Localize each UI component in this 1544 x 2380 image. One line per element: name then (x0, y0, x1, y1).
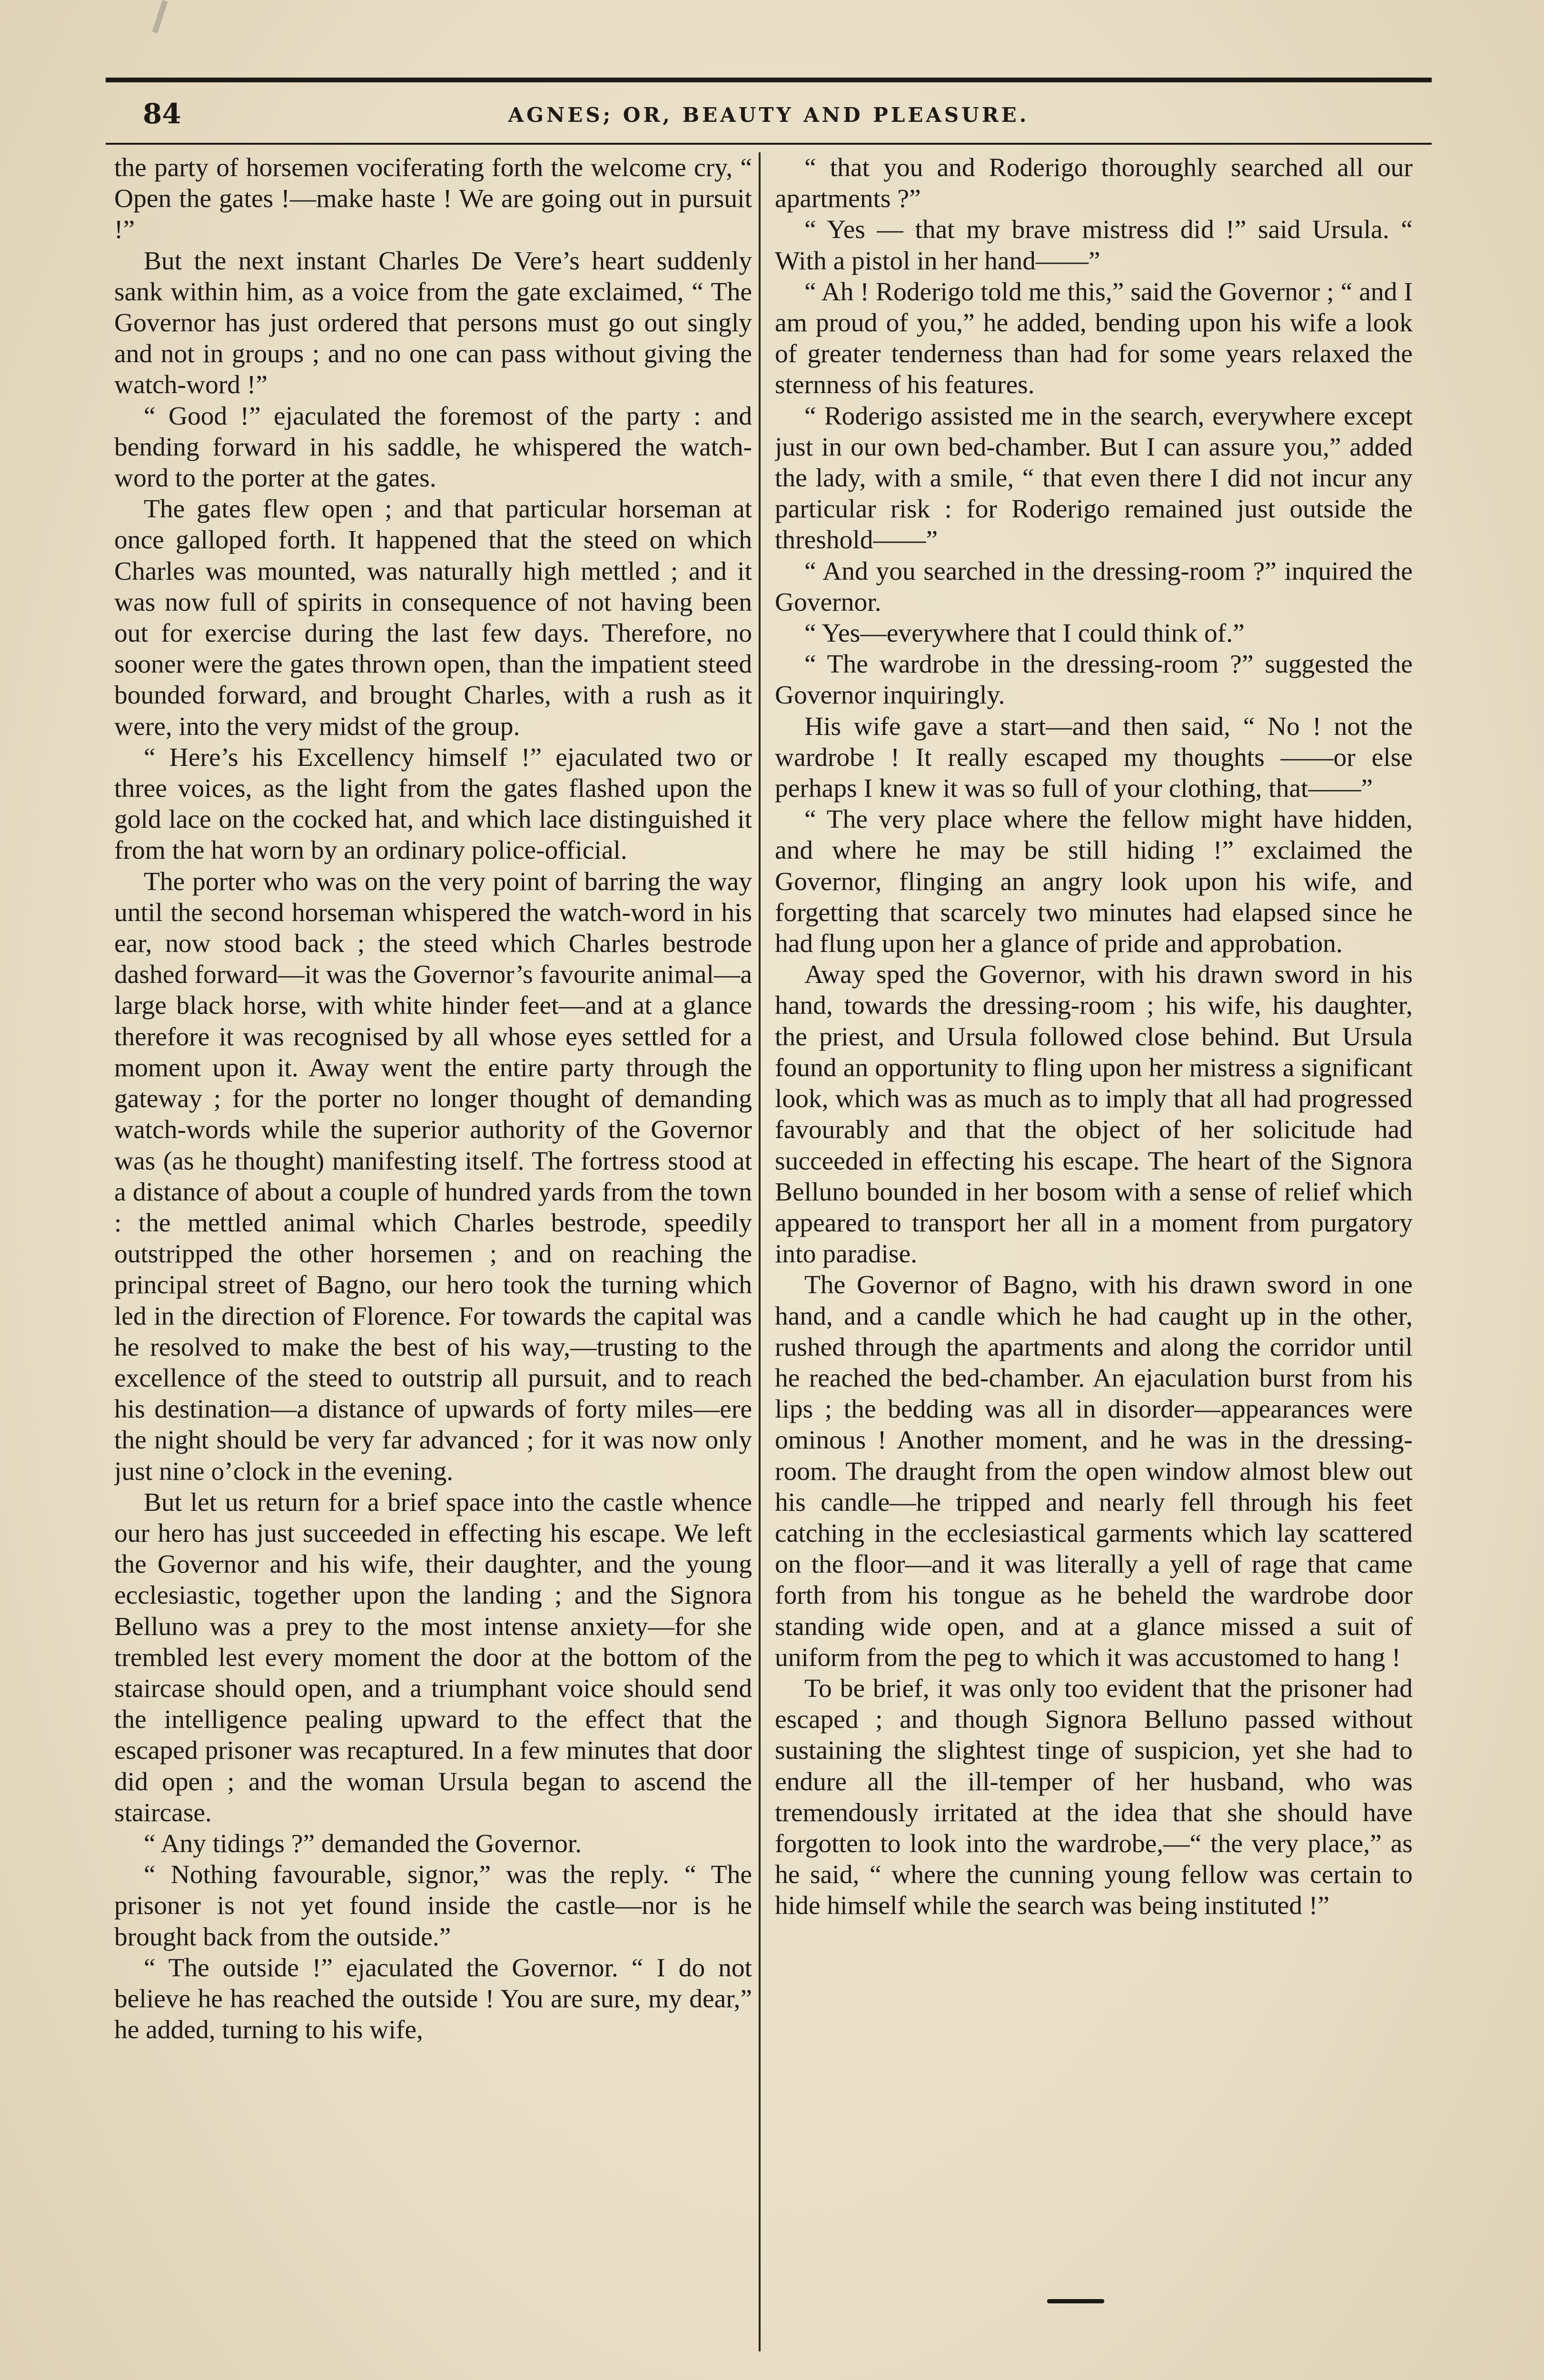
paragraph: But let us return for a brief space into the castle whence our hero has just succeeded in effecting his escape. We left the Governor and his wife, their daughter, and the young ecclesiastic, together upon the landing ; and the Signora Belluno was a prey to the most intense anxiety—for she trembled lest every moment the door at the bottom of the staircase should open, and a triumphant voice should send the intelligence pealing upward to the effect that the escaped prisoner was recaptured. In a few minutes that door did open ; and the woman Ursula began to ascend the staircase. (114, 1488, 752, 1827)
page-number: 84 (143, 98, 181, 130)
paragraph: “ Yes — that my brave mistress did !” said Ursula. “ With a pistol in her hand——” (775, 215, 1413, 276)
paragraph: The Governor of Bagno, with his drawn sword in one hand, and a candle which he had caught up in the other, rushed through the apartments and along the corridor until he reached the bed-chamber. An ejaculation burst from his lips ; the bedding was all in disorder—appearances were ominous ! Another moment, and he was in the dressing-room. The draught from the open window almost blew out his candle—he tripped and nearly fell through his feet catching in the ecclesiastical garments which lay scattered on the floor—and it was literally a yell of rage that came forth from his tongue as he beheld the wardrobe door standing wide open, and at a glance missed a suit of uniform from the peg to which it was accustomed to hang ! (775, 1270, 1413, 1672)
paragraph: But the next instant Charles De Vere’s heart suddenly sank within him, as a voice from the gate exclaimed, “ The Governor has just ordered that persons must go out singly and not in groups ; and no one can pass without giving the watch-word !” (114, 246, 752, 400)
column-divider (759, 152, 761, 2351)
paragraph: “ Any tidings ?” demanded the Governor. (144, 1829, 582, 1858)
paragraph: the party of horsemen vociferating forth the welcome cry, “ Open the gates !—make haste ! We are going out in pursuit !” (114, 153, 752, 245)
paragraph: “ The outside !” ejaculated the Governor. “ I do not believe he has reached the outside ! You are sure, my dear,” he added, turning to his wife, (114, 1953, 752, 2045)
running-title: AGNES; OR, BEAUTY AND PLEASURE. (508, 103, 1029, 127)
section-end-mark (1047, 2299, 1104, 2303)
paragraph: “ that you and Roderigo thoroughly searched all our apartments ?” (775, 153, 1413, 214)
paragraph: His wife gave a start—and then said, “ No ! not the wardrobe ! It really escaped my thoughts ——or else perhaps I knew it was so full of your clothing, that——” (775, 712, 1413, 803)
paragraph: “ The very place where the fellow might have hidden, and where he may be still hiding !” exclaimed the Governor, flinging an angry look upon his wife, and forgetting that scarcely two minutes had elapsed since he had flung upon her a glance of pride and approbation. (775, 805, 1413, 959)
page-header (106, 98, 1432, 131)
paragraph: “ Good !” ejaculated the foremost of the party : and bending forward in his saddle, he whispered the watch-word to the porter at the gates. (114, 401, 752, 493)
paragraph: To be brief, it was only too evident that the prisoner had escaped ; and though Signora Belluno passed without sustaining the slightest tinge of suspicion, yet she had to endure all the ill-temper of her husband, who was tremendously irritated at the idea that she should have forgotten to look into the wardrobe,—“ the very place,” as he said, “ where the cunning young fellow was certain to hide himself while the search was being instituted !” (775, 1674, 1413, 1921)
paragraph: “ The wardrobe in the dressing-room ?” suggested the Governor inquiringly. (775, 650, 1413, 710)
paragraph: “ Yes—everywhere that I could think of.” (804, 619, 1245, 648)
left-column (114, 152, 752, 2351)
paragraph: The gates flew open ; and that particular horseman at once galloped forth. It happened that the steed on which Charles was mounted, was naturally high mettled ; and it was now full of spirits in consequence of not having been out for exercise during the last few days. Therefore, no sooner were the gates thrown open, than the impatient steed bounded forward, and brought Charles, with a rush as it were, into the very midst of the group. (114, 495, 752, 741)
paragraph: “ Ah ! Roderigo told me this,” said the Governor ; “ and I am proud of you,” he added, bending upon his wife a look of greater tenderness than had for some years relaxed the sternness of his features. (775, 277, 1413, 400)
paragraph: “ Here’s his Excellency himself !” ejaculated two or three voices, as the light from the gates flashed upon the gold lace on the cocked hat, and which lace distinguished it from the hat worn by an ordinary police-official. (114, 743, 752, 865)
paragraph: Away sped the Governor, with his drawn sword in his hand, towards the dressing-room ; his wife, his daughter, the priest, and Ursula followed close behind. But Ursula found an opportunity to fling upon her mistress a significant look, which was as much as to imply that all had progressed favourably and that the object of her solicitude had succeeded in effecting his escape. The heart of the Signora Belluno bounded in her bosom with a sense of relief which appeared to transport her all in a moment from purgatory into paradise. (775, 960, 1413, 1269)
paragraph: “ Nothing favourable, signor,” was the reply. “ The prisoner is not yet found inside the castle—nor is he brought back from the outside.” (114, 1860, 752, 1952)
header-rule (106, 143, 1432, 145)
top-rule (106, 78, 1432, 82)
right-column (775, 152, 1413, 2351)
ink-smudge (152, 0, 168, 33)
paragraph: The porter who was on the very point of barring the way until the second horseman whispered the watch-word in his ear, now stood back ; the steed which Charles bestrode dashed forward—it was the Governor’s favourite animal—a large black horse, with white hinder feet—and at a glance therefore it was recognised by all whose eyes settled for a moment upon it. Away went the entire party through the gateway ; for the porter no longer thought of demanding watch-words while the superior authority of the Governor was (as he thought) manifesting itself. The fortress stood at a distance of about a couple of hundred yards from the town : the mettled animal which Charles bestrode, speedily outstripped the other horsemen ; and on reaching the principal street of Bagno, our hero took the turning which led in the direction of Florence. For towards the capital was he resolved to make the best of his way,—trusting to the excellence of the steed to outstrip all pursuit, and to reach his destination—a distance of upwards of forty miles—ere the night should be very far advanced ; for it was now only just nine o’clock in the evening. (114, 867, 752, 1486)
paragraph: “ Roderigo assisted me in the search, everywhere except just in our own bed-chamber. But I can assure you,” added the lady, with a smile, “ that even there I did not incur any particular risk : for Roderigo remained just outside the threshold——” (775, 401, 1413, 555)
paragraph: “ And you searched in the dressing-room ?” inquired the Governor. (775, 556, 1413, 617)
